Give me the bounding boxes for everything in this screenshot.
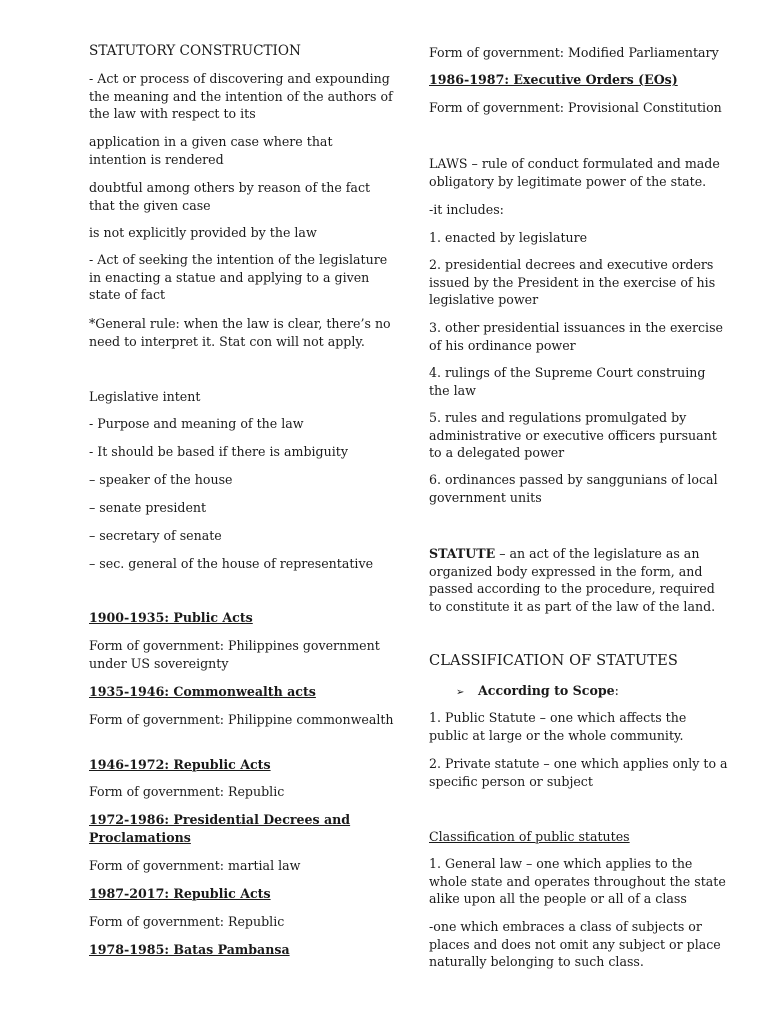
list-item: – secretary of senate xyxy=(89,528,222,543)
heading-statutory-construction: STATUTORY CONSTRUCTION xyxy=(89,43,301,59)
heading-batas-pambansa: 1978-1985: Batas Pambansa xyxy=(89,942,290,957)
list-item: 6. ordinances passed by sanggunians of local government units xyxy=(429,472,718,505)
heading-commonwealth-acts: 1935-1946: Commonwealth acts xyxy=(89,684,316,699)
paragraph: doubtful among others by reason of the fact that the given case xyxy=(89,180,371,213)
paragraph: - Act or process of discovering and expounding the meaning and the intention of the authors of the law with respect to its xyxy=(89,71,393,121)
paragraph: -it includes: xyxy=(429,202,504,217)
heading-executive-orders: 1986-1987: Executive Orders (EOs) xyxy=(429,72,678,87)
general-rule-note: *General rule: when the law is clear, there’s no need to interpret it. Stat con will not apply. xyxy=(89,316,391,349)
according-to-scope xyxy=(456,682,729,702)
according-to-scope-colon: : xyxy=(614,683,619,698)
list-item: 2. Private statute – one which applies only to a specific person or subject xyxy=(429,756,728,789)
list-item: - Purpose and meaning of the law xyxy=(89,416,304,431)
paragraph: application in a given case where that intention is rendered xyxy=(89,134,333,167)
paragraph: - Act of seeking the intention of the legislature in enacting a statue and applying to a given state of fact xyxy=(89,252,388,302)
arrow-bullet-icon: ➢ xyxy=(456,687,465,698)
list-item: 2. presidential decrees and executive orders issued by the President in the exercise of his legislative power xyxy=(429,257,716,307)
statute-label: STATUTE xyxy=(429,546,496,561)
form-of-government: Form of government: Modified Parliamentary xyxy=(429,45,719,60)
form-of-government: Form of government: Republic xyxy=(89,914,285,929)
heading-presidential-decrees: 1972-1986: Presidential Decrees and Proclamations xyxy=(89,812,351,845)
heading-legislative-intent: Legislative intent xyxy=(89,389,201,404)
form-of-government: Form of government: Republic xyxy=(89,784,285,799)
list-item: 4. rulings of the Supreme Court construing the law xyxy=(429,365,706,398)
heading-republic-acts: 1946-1972: Republic Acts xyxy=(89,757,271,772)
list-item: – sec. general of the house of representative xyxy=(89,556,374,571)
form-of-government: Form of government: Philippines government under US sovereignty xyxy=(89,638,380,671)
statute-text: – an act of the legislature as an organized body expressed in the form, and passed according to the procedure, required to constitute it as part of the law of the land. xyxy=(429,546,716,614)
list-item: – speaker of the house xyxy=(89,472,233,487)
list-item: – senate president xyxy=(89,500,207,515)
statute-definition xyxy=(429,545,729,615)
according-to-scope-label: According to Scope xyxy=(478,683,615,698)
list-item: 1. enacted by legislature xyxy=(429,230,588,245)
paragraph: -one which embraces a class of subjects or places and does not omit any subject or place naturally belonging to such class. xyxy=(429,919,721,969)
heading-republic-acts-2: 1987-2017: Republic Acts xyxy=(89,886,271,901)
list-item: 1. General law – one which applies to the whole state and operates throughout the state alike upon all the people or all of a class xyxy=(429,856,726,906)
heading-public-acts: 1900-1935: Public Acts xyxy=(89,610,253,625)
form-of-government: Form of government: martial law xyxy=(89,858,301,873)
list-item: 5. rules and regulations promulgated by administrative or executive officers pursuant to a delegated power xyxy=(429,410,717,460)
paragraph: is not explicitly provided by the law xyxy=(89,225,317,240)
heading-public-statutes: Classification of public statutes xyxy=(429,829,630,844)
form-of-government: Form of government: Provisional Constitution xyxy=(429,100,722,115)
form-of-government: Form of government: Philippine commonwealth xyxy=(89,712,394,727)
list-item: 1. Public Statute – one which affects the public at large or the whole community. xyxy=(429,710,687,743)
laws-definition: LAWS – rule of conduct formulated and made obligatory by legitimate power of the state. xyxy=(429,156,720,189)
list-item: 3. other presidential issuances in the exercise of his ordinance power xyxy=(429,320,723,353)
heading-classification-of-statutes: CLASSIFICATION OF STATUTES xyxy=(429,652,678,669)
list-item: - It should be based if there is ambiguity xyxy=(89,444,348,459)
